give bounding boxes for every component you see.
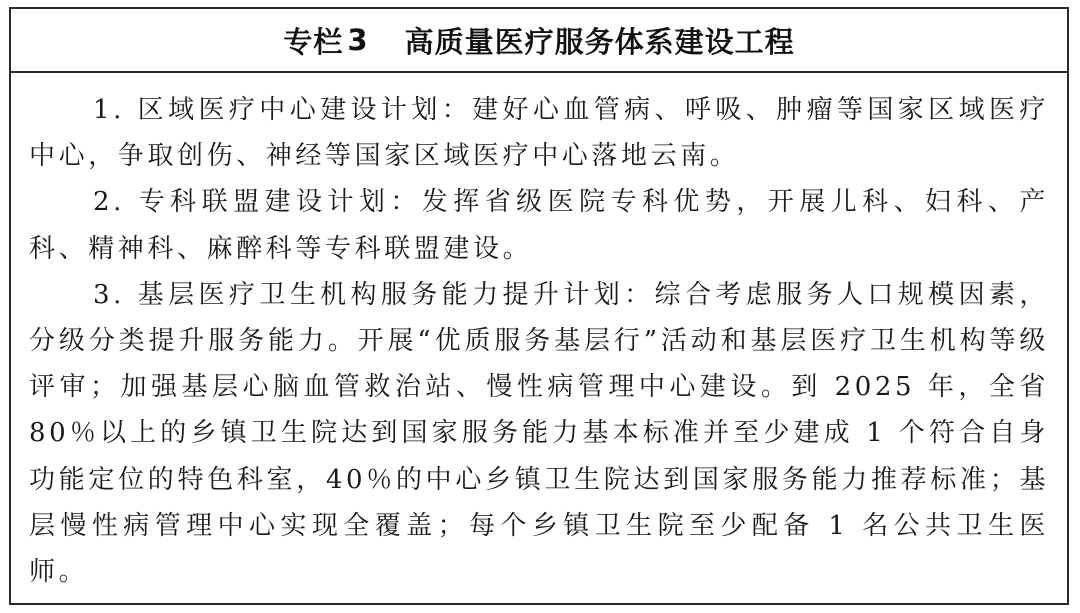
column-header: [11, 9, 1067, 73]
paragraph-regional-medical-centers: 1. 区域医疗中心建设计划：建好心血管病、呼吸、肿瘤等国家区域医疗中心，争取创伤、神经等国家区域医疗中心落地云南。: [29, 95, 1049, 172]
paragraph-primary-care-capacity: 3. 基层医疗卫生机构服务能力提升计划：综合考虑服务人口规模因素，分级分类提升服务能力。开展“优质服务基层行”活动和基层医疗卫生机构等级评审；加强基层心脑血管救治站、慢性病管理中心建设。到 2025 年，全省 80％以上的乡镇卫生院达到国家服务能力基本标准并至少建成 1 个符合自身功能定位的特色科室，40％的中心乡镇卫生院达到国家服务能力推荐标准；基层慢性病管理中心实现全覆盖；每个乡镇卫生院至少配备 1 名公共卫生医师。: [29, 279, 1049, 588]
column-label: 专栏: [283, 24, 344, 59]
column-title: 高质量医疗服务体系建设工程: [404, 24, 795, 59]
paragraph-specialty-alliance: 2. 专科联盟建设计划：发挥省级医院专科优势，开展儿科、妇科、产科、精神科、麻醉科等专科联盟建设。: [29, 187, 1049, 264]
column-box: [9, 7, 1069, 605]
column-number: 3: [347, 23, 369, 57]
column-body: [11, 73, 1067, 595]
